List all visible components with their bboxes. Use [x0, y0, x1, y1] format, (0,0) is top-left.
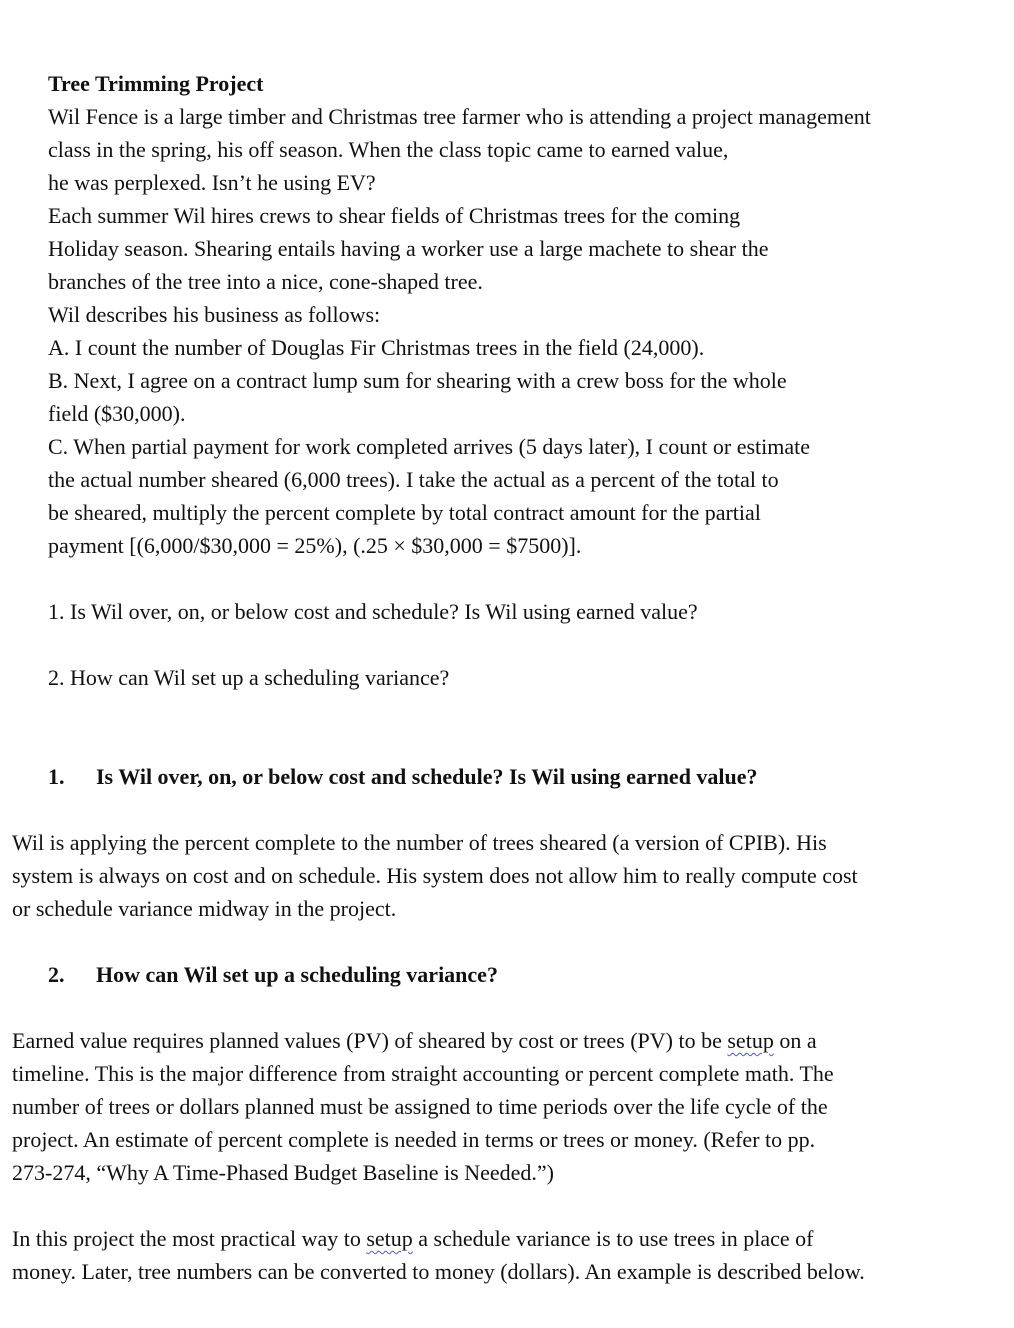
answer-2-para1-line: 273-274, “Why A Time-Phased Budget Baseline is Needed.”) — [12, 1160, 554, 1185]
text-run: a schedule variance is to use trees in place of — [412, 1226, 814, 1251]
problem-line: B. Next, I agree on a contract lump sum for shearing with a crew boss for the whole — [48, 368, 787, 393]
answer-1-number: 1. — [48, 764, 65, 789]
problem-line: field ($30,000). — [48, 401, 186, 426]
problem-line: branches of the tree into a nice, cone-shaped tree. — [48, 269, 483, 294]
problem-line: Holiday season. Shearing entails having a worker use a large machete to shear the — [48, 236, 769, 261]
question-1: 1. Is Wil over, on, or below cost and schedule? Is Wil using earned value? — [48, 599, 698, 624]
answer-1-line: system is always on cost and on schedule. His system does not allow him to really compute cost — [12, 863, 858, 888]
problem-line: Wil describes his business as follows: — [48, 302, 381, 327]
problem-line: be sheared, multiply the percent complete by total contract amount for the partial — [48, 500, 761, 525]
problem-line: class in the spring, his off season. When the class topic came to earned value, — [48, 137, 729, 162]
answer-2-number: 2. — [48, 962, 65, 987]
answer-2-heading: How can Wil set up a scheduling variance? — [96, 962, 498, 987]
answer-2-para1-line: timeline. This is the major difference from straight accounting or percent complete math. The — [12, 1061, 834, 1086]
problem-line: A. I count the number of Douglas Fir Christmas trees in the field (24,000). — [48, 335, 705, 360]
answer-2-para1-line — [12, 1024, 817, 1057]
answer-2-para1-line: number of trees or dollars planned must be assigned to time periods over the life cycle of the — [12, 1094, 828, 1119]
problem-title: Tree Trimming Project — [48, 71, 264, 96]
spellcheck-word: setup — [366, 1226, 413, 1251]
problem-line: he was perplexed. Isn’t he using EV? — [48, 170, 376, 195]
text-run: In this project the most practical way to — [12, 1226, 367, 1251]
text-run: Earned value requires planned values (PV) of sheared by cost or trees (PV) to be — [12, 1028, 728, 1053]
answer-1-line: Wil is applying the percent complete to the number of trees sheared (a version of CPIB). His — [12, 830, 827, 855]
question-2: 2. How can Wil set up a scheduling variance? — [48, 665, 450, 690]
spellcheck-word: setup — [727, 1028, 774, 1053]
answer-2-para1-line: project. An estimate of percent complete is needed in terms or trees or money. (Refer to pp. — [12, 1127, 816, 1152]
answer-2-para2-line: money. Later, tree numbers can be converted to money (dollars). An example is described below. — [12, 1259, 865, 1284]
answer-1-heading: Is Wil over, on, or below cost and schedule? Is Wil using earned value? — [96, 764, 758, 789]
problem-line: Each summer Wil hires crews to shear fields of Christmas trees for the coming — [48, 203, 741, 228]
problem-line: C. When partial payment for work completed arrives (5 days later), I count or estimate — [48, 434, 810, 459]
answer-1-line: or schedule variance midway in the project. — [12, 896, 397, 921]
problem-line: the actual number sheared (6,000 trees). I take the actual as a percent of the total to — [48, 467, 779, 492]
problem-line: payment [(6,000/$30,000 = 25%), (.25 × $30,000 = $7500)]. — [48, 533, 582, 558]
text-run: on a — [773, 1028, 817, 1053]
problem-line: Wil Fence is a large timber and Christmas tree farmer who is attending a project management — [48, 104, 871, 129]
answer-2-para2-line — [12, 1222, 814, 1255]
